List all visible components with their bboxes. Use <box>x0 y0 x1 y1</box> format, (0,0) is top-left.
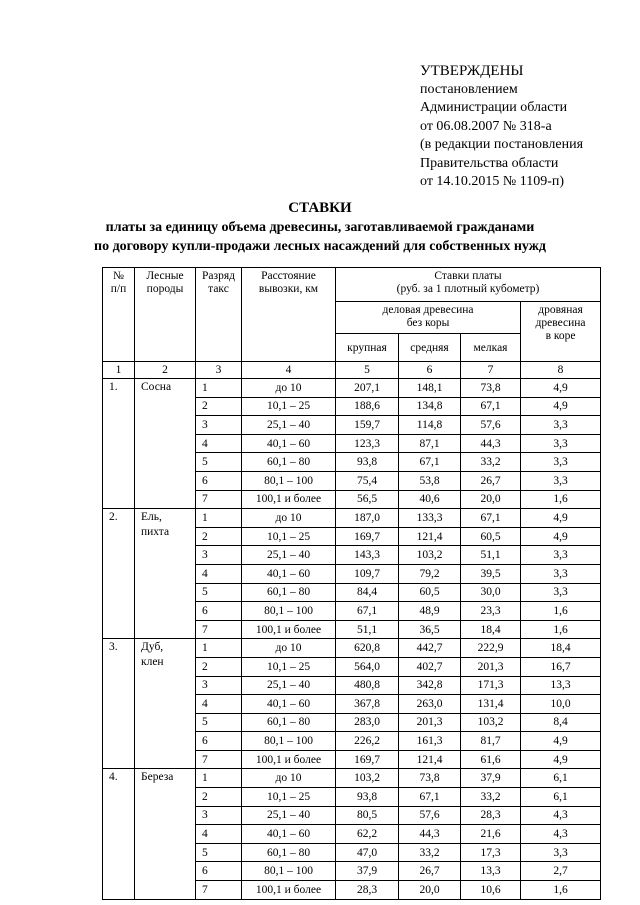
header-grade: Разряд такс <box>196 268 242 362</box>
large-rate: 159,7 <box>336 416 399 435</box>
small-rate: 33,2 <box>461 453 521 472</box>
table-row <box>103 639 601 658</box>
group-number: 3. <box>103 639 135 769</box>
grade-cell: 2 <box>196 527 242 546</box>
large-rate: 620,8 <box>336 639 399 658</box>
species-name: Сосна <box>135 379 196 509</box>
fuel-rate: 4,3 <box>521 825 601 844</box>
fuel-rate: 3,3 <box>521 843 601 862</box>
small-rate: 26,7 <box>461 471 521 490</box>
species-name: Дуб, клен <box>135 639 196 769</box>
small-rate: 13,3 <box>461 862 521 881</box>
distance-cell: 100,1 и более <box>242 881 336 900</box>
large-rate: 62,2 <box>336 825 399 844</box>
title-line-1: платы за единицу объема древесины, заготавливаемой гражданами <box>105 220 535 235</box>
distance-cell: 100,1 и более <box>242 750 336 769</box>
grade-cell: 3 <box>196 806 242 825</box>
distance-cell: 80,1 – 100 <box>242 732 336 751</box>
small-rate: 18,4 <box>461 620 521 639</box>
medium-rate: 133,3 <box>399 509 461 528</box>
small-rate: 39,5 <box>461 564 521 583</box>
large-rate: 109,7 <box>336 564 399 583</box>
small-rate: 44,3 <box>461 434 521 453</box>
small-rate: 37,9 <box>461 769 521 788</box>
medium-rate: 36,5 <box>399 620 461 639</box>
header-large: крупная <box>336 334 399 362</box>
fuel-rate: 4,9 <box>521 397 601 416</box>
header-distance: Расстояние вывозки, км <box>242 268 336 362</box>
grade-cell: 1 <box>196 509 242 528</box>
grade-cell: 2 <box>196 657 242 676</box>
small-rate: 60,5 <box>461 527 521 546</box>
large-rate: 169,7 <box>336 750 399 769</box>
large-rate: 207,1 <box>336 379 399 398</box>
grade-cell: 1 <box>196 379 242 398</box>
grade-cell: 2 <box>196 397 242 416</box>
medium-rate: 40,6 <box>399 490 461 509</box>
rates-table <box>102 267 601 900</box>
distance-cell: 60,1 – 80 <box>242 453 336 472</box>
medium-rate: 161,3 <box>399 732 461 751</box>
grade-cell: 7 <box>196 490 242 509</box>
medium-rate: 44,3 <box>399 825 461 844</box>
fuel-rate: 3,3 <box>521 453 601 472</box>
fuel-rate: 16,7 <box>521 657 601 676</box>
grade-cell: 4 <box>196 825 242 844</box>
approval-block <box>420 62 630 192</box>
distance-cell: 10,1 – 25 <box>242 657 336 676</box>
distance-cell: 40,1 – 60 <box>242 695 336 714</box>
col-number: 6 <box>399 362 461 379</box>
medium-rate: 148,1 <box>399 379 461 398</box>
fuel-rate: 13,3 <box>521 676 601 695</box>
header-num: № п/п <box>103 268 135 362</box>
small-rate: 103,2 <box>461 713 521 732</box>
fuel-rate: 3,3 <box>521 583 601 602</box>
col-number: 5 <box>336 362 399 379</box>
medium-rate: 263,0 <box>399 695 461 714</box>
large-rate: 47,0 <box>336 843 399 862</box>
small-rate: 20,0 <box>461 490 521 509</box>
approval-line: постановлением <box>420 81 518 97</box>
approval-line: Правительства области <box>420 155 559 171</box>
grade-cell: 1 <box>196 639 242 658</box>
distance-cell: до 10 <box>242 509 336 528</box>
fuel-rate: 10,0 <box>521 695 601 714</box>
small-rate: 67,1 <box>461 509 521 528</box>
grade-cell: 7 <box>196 620 242 639</box>
distance-cell: 25,1 – 40 <box>242 546 336 565</box>
large-rate: 480,8 <box>336 676 399 695</box>
fuel-rate: 4,9 <box>521 509 601 528</box>
grade-cell: 6 <box>196 471 242 490</box>
large-rate: 93,8 <box>336 788 399 807</box>
large-rate: 80,5 <box>336 806 399 825</box>
small-rate: 67,1 <box>461 397 521 416</box>
grade-cell: 3 <box>196 416 242 435</box>
large-rate: 75,4 <box>336 471 399 490</box>
grade-cell: 4 <box>196 564 242 583</box>
medium-rate: 79,2 <box>399 564 461 583</box>
small-rate: 57,6 <box>461 416 521 435</box>
distance-cell: до 10 <box>242 639 336 658</box>
fuel-rate: 8,4 <box>521 713 601 732</box>
distance-cell: 80,1 – 100 <box>242 602 336 621</box>
fuel-rate: 1,6 <box>521 881 601 900</box>
small-rate: 17,3 <box>461 843 521 862</box>
approval-line: (в редакции постановления <box>420 137 584 152</box>
approval-line: Администрации области <box>420 100 568 115</box>
distance-cell: 100,1 и более <box>242 490 336 509</box>
group-number: 1. <box>103 379 135 509</box>
header-medium: средняя <box>399 334 461 362</box>
rates-body <box>103 379 601 900</box>
medium-rate: 121,4 <box>399 527 461 546</box>
fuel-rate: 1,6 <box>521 620 601 639</box>
fuel-rate: 6,1 <box>521 769 601 788</box>
fuel-rate: 6,1 <box>521 788 601 807</box>
medium-rate: 57,6 <box>399 806 461 825</box>
distance-cell: 100,1 и более <box>242 620 336 639</box>
fuel-rate: 1,6 <box>521 490 601 509</box>
distance-cell: 10,1 – 25 <box>242 788 336 807</box>
grade-cell: 7 <box>196 881 242 900</box>
small-rate: 28,3 <box>461 806 521 825</box>
fuel-rate: 4,9 <box>521 732 601 751</box>
table-row <box>103 379 601 398</box>
grade-cell: 6 <box>196 862 242 881</box>
grade-cell: 3 <box>196 676 242 695</box>
fuel-rate: 4,9 <box>521 750 601 769</box>
grade-cell: 6 <box>196 602 242 621</box>
header-rates: Ставки платы (руб. за 1 плотный кубометр) <box>336 268 601 302</box>
large-rate: 226,2 <box>336 732 399 751</box>
medium-rate: 134,8 <box>399 397 461 416</box>
small-rate: 23,3 <box>461 602 521 621</box>
distance-cell: 10,1 – 25 <box>242 397 336 416</box>
small-rate: 73,8 <box>461 379 521 398</box>
medium-rate: 114,8 <box>399 416 461 435</box>
medium-rate: 67,1 <box>399 453 461 472</box>
fuel-rate: 3,3 <box>521 546 601 565</box>
small-rate: 30,0 <box>461 583 521 602</box>
approval-line: от 14.10.2015 № 1109-п) <box>420 174 565 189</box>
small-rate: 51,1 <box>461 546 521 565</box>
table-row <box>103 769 601 788</box>
medium-rate: 342,8 <box>399 676 461 695</box>
large-rate: 28,3 <box>336 881 399 900</box>
fuel-rate: 4,3 <box>521 806 601 825</box>
fuel-rate: 18,4 <box>521 639 601 658</box>
grade-cell: 5 <box>196 583 242 602</box>
grade-cell: 1 <box>196 769 242 788</box>
large-rate: 367,8 <box>336 695 399 714</box>
distance-cell: 10,1 – 25 <box>242 527 336 546</box>
header-fuel-wood: дровяная древесина в коре <box>521 302 601 362</box>
grade-cell: 4 <box>196 434 242 453</box>
small-rate: 201,3 <box>461 657 521 676</box>
large-rate: 169,7 <box>336 527 399 546</box>
header-small: мелкая <box>461 334 521 362</box>
grade-cell: 5 <box>196 453 242 472</box>
medium-rate: 60,5 <box>399 583 461 602</box>
grade-cell: 6 <box>196 732 242 751</box>
medium-rate: 442,7 <box>399 639 461 658</box>
col-number: 2 <box>135 362 196 379</box>
medium-rate: 48,9 <box>399 602 461 621</box>
large-rate: 103,2 <box>336 769 399 788</box>
distance-cell: 60,1 – 80 <box>242 713 336 732</box>
large-rate: 123,3 <box>336 434 399 453</box>
medium-rate: 87,1 <box>399 434 461 453</box>
group-number: 2. <box>103 509 135 639</box>
medium-rate: 201,3 <box>399 713 461 732</box>
fuel-rate: 4,9 <box>521 527 601 546</box>
fuel-rate: 3,3 <box>521 416 601 435</box>
grade-cell: 3 <box>196 546 242 565</box>
medium-rate: 121,4 <box>399 750 461 769</box>
fuel-rate: 3,3 <box>521 434 601 453</box>
approval-line: УТВЕРЖДЕНЫ <box>420 63 524 79</box>
distance-cell: 60,1 – 80 <box>242 843 336 862</box>
header-business-wood: деловая древесина без коры <box>336 302 521 334</box>
species-name: Ель, пихта <box>135 509 196 639</box>
fuel-rate: 3,3 <box>521 564 601 583</box>
grade-cell: 5 <box>196 843 242 862</box>
col-number: 3 <box>196 362 242 379</box>
title-main: СТАВКИ <box>288 200 352 216</box>
large-rate: 283,0 <box>336 713 399 732</box>
distance-cell: 80,1 – 100 <box>242 862 336 881</box>
large-rate: 187,0 <box>336 509 399 528</box>
large-rate: 188,6 <box>336 397 399 416</box>
distance-cell: 25,1 – 40 <box>242 806 336 825</box>
col-number: 8 <box>521 362 601 379</box>
small-rate: 33,2 <box>461 788 521 807</box>
distance-cell: 80,1 – 100 <box>242 471 336 490</box>
large-rate: 143,3 <box>336 546 399 565</box>
small-rate: 81,7 <box>461 732 521 751</box>
col-number: 4 <box>242 362 336 379</box>
distance-cell: 40,1 – 60 <box>242 564 336 583</box>
large-rate: 37,9 <box>336 862 399 881</box>
grade-cell: 5 <box>196 713 242 732</box>
approval-line: от 06.08.2007 № 318-а <box>420 118 552 134</box>
large-rate: 84,4 <box>336 583 399 602</box>
distance-cell: до 10 <box>242 379 336 398</box>
large-rate: 564,0 <box>336 657 399 676</box>
medium-rate: 20,0 <box>399 881 461 900</box>
table-row <box>103 509 601 528</box>
small-rate: 10,6 <box>461 881 521 900</box>
grade-cell: 4 <box>196 695 242 714</box>
title-line-2: по договору купли-продажи лесных насаждений для собственных нужд <box>94 239 546 254</box>
species-name: Береза <box>135 769 196 899</box>
fuel-rate: 3,3 <box>521 471 601 490</box>
small-rate: 222,9 <box>461 639 521 658</box>
header-species: Лесные породы <box>135 268 196 362</box>
large-rate: 51,1 <box>336 620 399 639</box>
small-rate: 131,4 <box>461 695 521 714</box>
distance-cell: 25,1 – 40 <box>242 416 336 435</box>
large-rate: 67,1 <box>336 602 399 621</box>
grade-cell: 7 <box>196 750 242 769</box>
medium-rate: 33,2 <box>399 843 461 862</box>
medium-rate: 53,8 <box>399 471 461 490</box>
group-number: 4. <box>103 769 135 899</box>
fuel-rate: 1,6 <box>521 602 601 621</box>
medium-rate: 103,2 <box>399 546 461 565</box>
grade-cell: 2 <box>196 788 242 807</box>
distance-cell: 40,1 – 60 <box>242 434 336 453</box>
fuel-rate: 2,7 <box>521 862 601 881</box>
small-rate: 21,6 <box>461 825 521 844</box>
distance-cell: до 10 <box>242 769 336 788</box>
col-number: 7 <box>461 362 521 379</box>
col-number: 1 <box>103 362 135 379</box>
document-title <box>0 198 640 256</box>
medium-rate: 67,1 <box>399 788 461 807</box>
large-rate: 56,5 <box>336 490 399 509</box>
distance-cell: 40,1 – 60 <box>242 825 336 844</box>
fuel-rate: 4,9 <box>521 379 601 398</box>
medium-rate: 73,8 <box>399 769 461 788</box>
small-rate: 171,3 <box>461 676 521 695</box>
medium-rate: 402,7 <box>399 657 461 676</box>
distance-cell: 25,1 – 40 <box>242 676 336 695</box>
medium-rate: 26,7 <box>399 862 461 881</box>
large-rate: 93,8 <box>336 453 399 472</box>
small-rate: 61,6 <box>461 750 521 769</box>
distance-cell: 60,1 – 80 <box>242 583 336 602</box>
